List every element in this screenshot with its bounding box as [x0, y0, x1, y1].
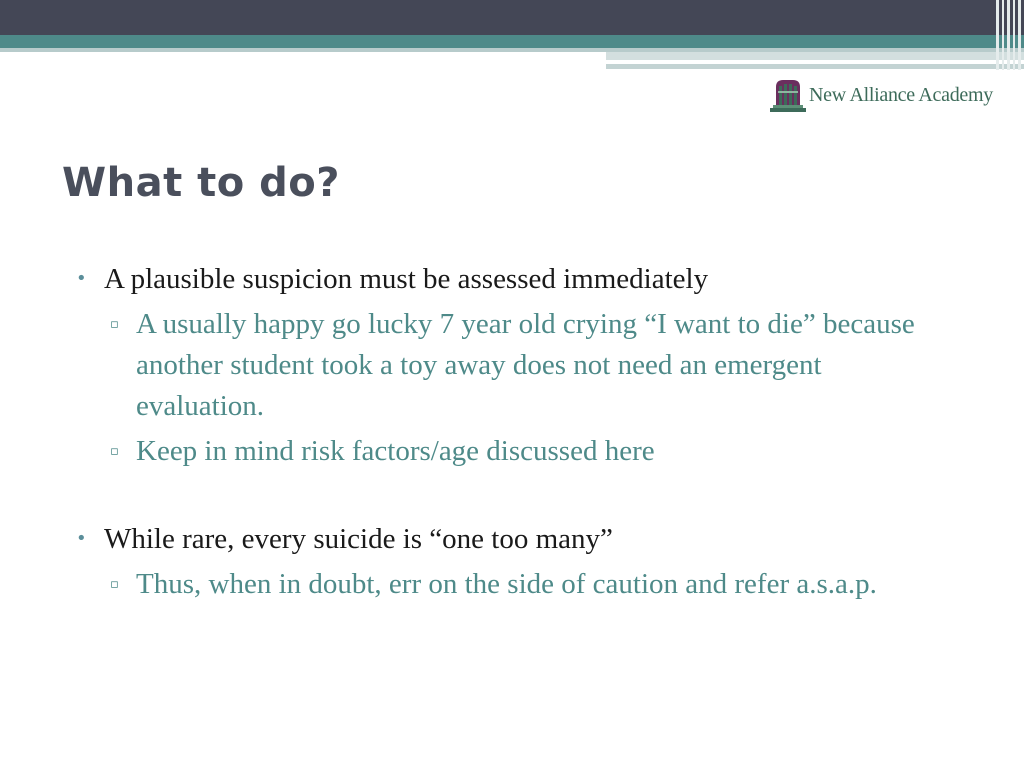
header-band-light-right-lower [606, 64, 1024, 69]
slide-body [76, 258, 976, 605]
bullet-text: While rare, every suicide is “one too many” [104, 523, 613, 555]
bullet-item [76, 258, 976, 300]
bullet-dot-icon: • [76, 528, 87, 549]
header-band-light-right [606, 52, 1024, 60]
sub-bullet-text: Keep in mind risk factors/age discussed here [136, 435, 655, 467]
academy-logo-icon [770, 78, 806, 112]
slide-title: What to do? [62, 160, 340, 206]
sub-bullet-text: Thus, when in doubt, err on the side of caution and refer a.s.a.p. [136, 568, 877, 600]
sub-bullet-text: A usually happy go lucky 7 year old crying “I want to die” because another student took a toy away does not need an emergent evaluation. [136, 308, 915, 422]
bullet-item [76, 518, 976, 560]
header-band-dark [0, 0, 1024, 35]
header-vertical-stripes [994, 0, 1024, 70]
bullet-text: A plausible suspicion must be assessed immediately [104, 263, 709, 295]
academy-logo [770, 78, 993, 112]
sub-bullet-square-icon: ▫ [110, 577, 119, 592]
sub-bullet-item [76, 564, 956, 605]
academy-logo-text: New Alliance Academy [809, 83, 993, 106]
sub-bullet-square-icon: ▫ [110, 317, 119, 332]
bullet-dot-icon: • [76, 268, 87, 289]
sub-bullet-item [76, 304, 956, 427]
header-band-teal [0, 35, 1024, 48]
sub-bullet-square-icon: ▫ [110, 444, 119, 459]
sub-bullet-item [76, 431, 956, 472]
